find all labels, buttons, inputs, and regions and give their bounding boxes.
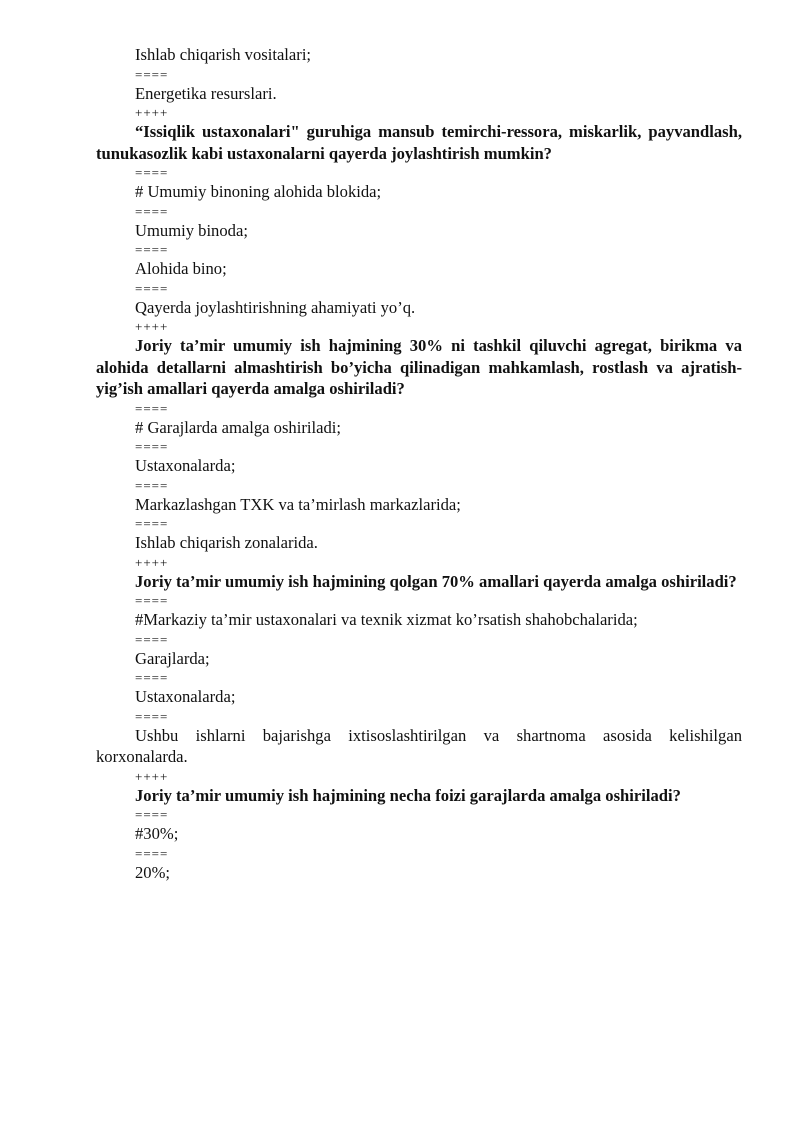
separator-line: ====	[135, 670, 169, 685]
separator-line: ====	[135, 400, 169, 416]
answer-line: Energetika resurslari.	[135, 83, 277, 103]
separator-line: ++++	[135, 105, 169, 120]
separator-line: ====	[135, 516, 169, 531]
separator-line: ====	[135, 280, 169, 296]
answer-line: Qayerda joylashtirishning ahamiyati yo’q.	[135, 297, 416, 317]
question-text: Joriy ta’mir umumiy ish hajmining qolgan 70% amallari qayerda amalga oshiriladi?	[135, 571, 737, 591]
question-text: Joriy ta’mir umumiy ish hajmining necha foizi garajlarda amalga oshiriladi?	[135, 785, 681, 805]
answer-line: #Markaziy ta’mir ustaxonalari va texnik xizmat ko’rsatish shahobchalarida;	[135, 610, 638, 629]
answer-line: Garajlarda;	[135, 648, 210, 668]
answer-line: # Umumiy binoning alohida blokida;	[135, 182, 382, 201]
document-page	[96, 44, 742, 883]
separator-line: ++++	[135, 554, 169, 570]
separator-line: ====	[135, 203, 169, 219]
answer-line: Ustaxonalarda;	[135, 687, 236, 706]
answer-line: Ushbu ishlarni bajarishga ixtisoslashtirilgan va shartnoma asosida kelishilgan korxonalarda.	[96, 725, 742, 766]
separator-line: ====	[135, 807, 169, 822]
separator-line: ====	[135, 845, 169, 861]
answer-line: Ishlab chiqarish vositalari;	[135, 45, 312, 64]
answer-line: Ishlab chiqarish zonalarida.	[135, 533, 318, 552]
separator-line: ====	[135, 631, 169, 647]
question-text: Joriy ta’mir umumiy ish hajmining 30% ni tashkil qiluvchi agregat, birikma va alohida detallarni almashtirish bo’yicha qilinadigan mahkamlash, rostlash va ajratish-yig’ish amallari qayerda amalga oshiriladi?	[96, 336, 742, 398]
answer-line: # Garajlarda amalga oshiriladi;	[135, 417, 341, 437]
separator-line: ====	[135, 242, 169, 257]
answer-line: 20%;	[135, 862, 171, 882]
separator-line: ++++	[135, 319, 169, 334]
separator-line: ====	[135, 708, 169, 724]
separator-line: ====	[135, 165, 169, 180]
separator-line: ====	[135, 477, 169, 493]
question-text: “Issiqlik ustaxonalari" guruhiga mansub temirchi-ressora, miskarlik, payvandlash, tunukasozlik kabi ustaxonalarni qayerda joylashtirish mumkin?	[96, 122, 742, 163]
answer-line: #30%;	[135, 824, 179, 843]
separator-line: ====	[135, 439, 169, 454]
separator-line: ++++	[135, 768, 169, 784]
answer-line: Ustaxonalarda;	[135, 456, 236, 475]
answer-line: Markazlashgan TXK va ta’mirlash markazlarida;	[135, 494, 461, 514]
separator-line: ====	[135, 66, 169, 82]
answer-line: Umumiy binoda;	[135, 220, 248, 240]
separator-line: ====	[135, 593, 169, 608]
answer-line: Alohida bino;	[135, 259, 227, 278]
